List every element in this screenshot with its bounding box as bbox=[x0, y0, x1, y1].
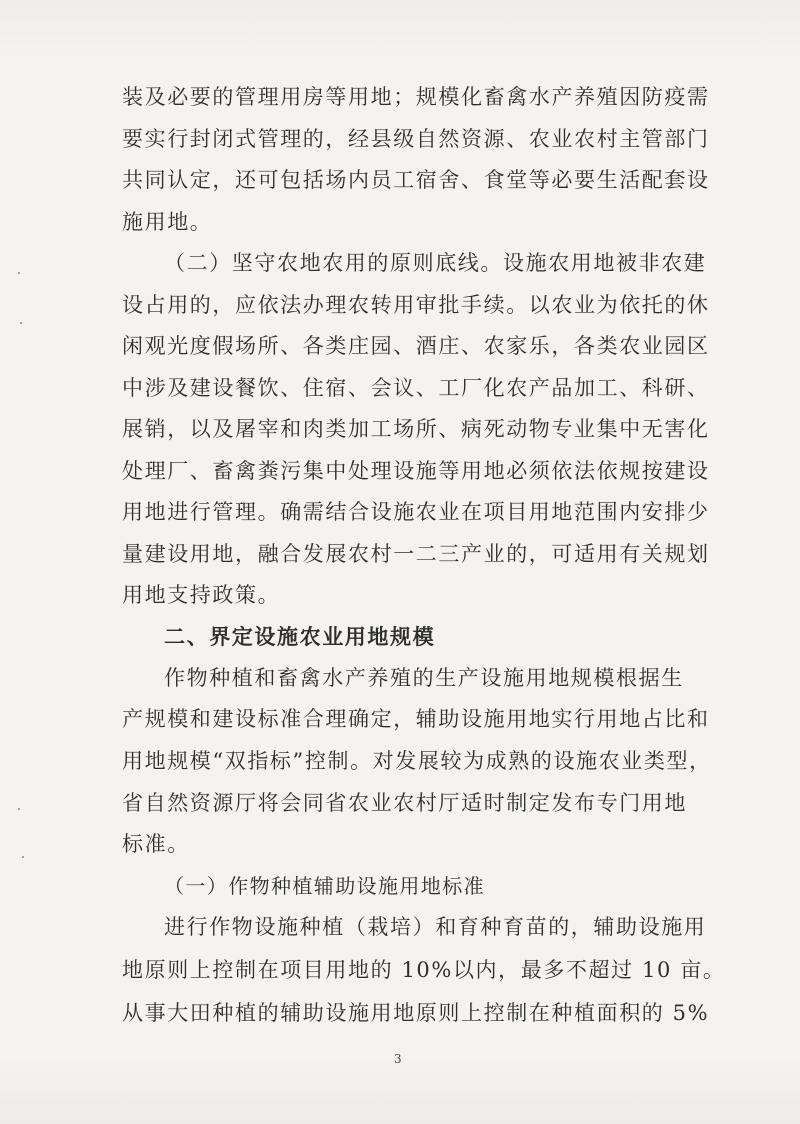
paragraph-line: 施用地。 bbox=[122, 210, 213, 234]
paragraph-line: 量建设用地，融合发展农村一二三产业的，可适用有关规划 bbox=[122, 542, 710, 566]
scan-speck bbox=[18, 272, 20, 274]
paragraph-line: 从事大田种植的辅助设施用地原则上控制在种植面积的 5% bbox=[122, 1001, 710, 1025]
page-number: 3 bbox=[394, 1052, 402, 1066]
paragraph-line: 产规模和建设标准合理确定，辅助设施用地实行用地占比和 bbox=[122, 707, 710, 731]
paragraph-line: 进行作物设施种植（栽培）和育种育苗的，辅助设施用 bbox=[164, 915, 707, 939]
paragraph-line: 展销，以及屠宰和肉类加工场所、病死动物专业集中无害化 bbox=[122, 417, 710, 441]
subsection-heading: （一）作物种植辅助设施用地标准 bbox=[164, 874, 485, 898]
paragraph-line: 标准。 bbox=[122, 832, 190, 856]
paragraph-line: 设占用的，应依法办理农转用审批手续。以农业为依托的休 bbox=[122, 293, 710, 317]
section-heading: 二、界定设施农业用地规模 bbox=[164, 625, 436, 649]
paragraph-line: 作物种植和畜禽水产养殖的生产设施用地规模根据生 bbox=[164, 666, 684, 690]
paragraph-line: （二）坚守农地农用的原则底线。设施农用地被非农建 bbox=[164, 251, 707, 275]
paragraph-line: 装及必要的管理用房等用地；规模化畜禽水产养殖因防疫需 bbox=[122, 85, 710, 109]
scan-speck bbox=[18, 808, 20, 810]
scan-speck bbox=[20, 322, 22, 324]
scan-speck bbox=[22, 856, 24, 858]
paragraph-line: 处理厂、畜禽粪污集中处理设施等用地必须依法依规按建设 bbox=[122, 459, 710, 483]
paragraph-line: 共同认定，还可包括场内员工宿舍、食堂等必要生活配套设 bbox=[122, 168, 710, 192]
paragraph-line: 用地进行管理。确需结合设施农业在项目用地范围内安排少 bbox=[122, 500, 710, 524]
paragraph-line: 中涉及建设餐饮、住宿、会议、工厂化农产品加工、科研、 bbox=[122, 376, 710, 400]
paragraph-line: 省自然资源厅将会同省农业农村厅适时制定发布专门用地 bbox=[122, 791, 687, 815]
paragraph-line: 要实行封闭式管理的，经县级自然资源、农业农村主管部门 bbox=[122, 127, 710, 151]
paragraph-line: 闲观光度假场所、各类庄园、酒庄、农家乐，各类农业园区 bbox=[122, 334, 710, 358]
paragraph-line: 用地规模“双指标”控制。对发展较为成熟的设施农业类型， bbox=[122, 749, 712, 773]
paragraph-line: 地原则上控制在项目用地的 10%以内，最多不超过 10 亩。 bbox=[122, 958, 726, 982]
paragraph-line: 用地支持政策。 bbox=[122, 583, 281, 607]
